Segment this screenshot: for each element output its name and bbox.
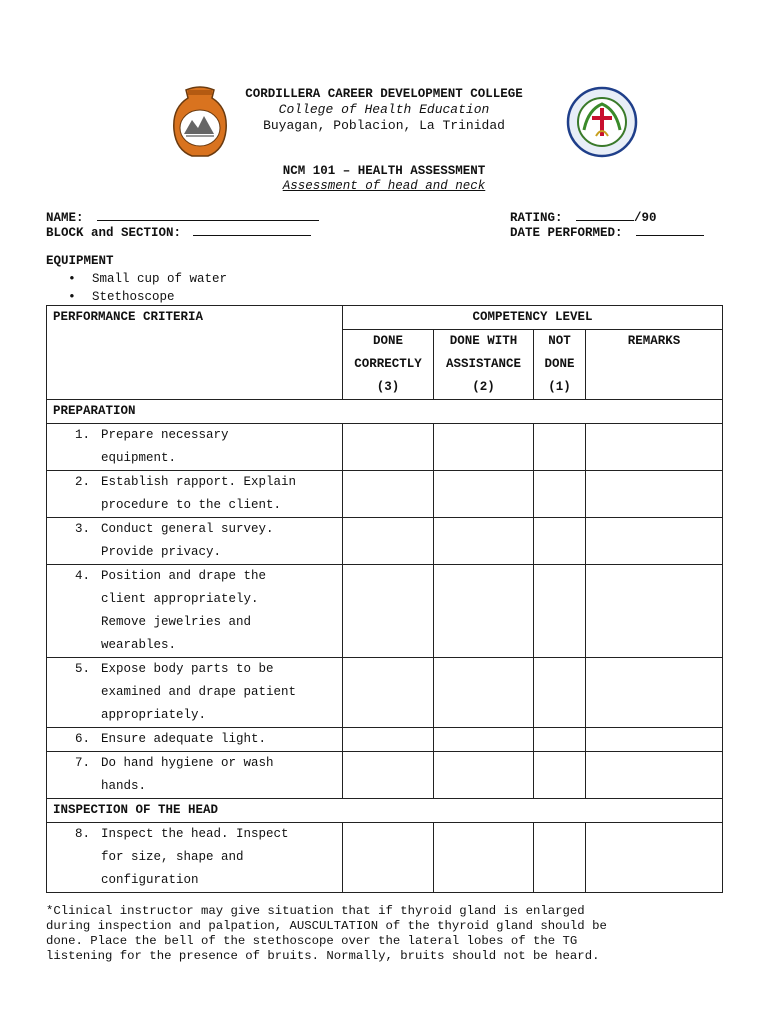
rating-total: /90 (634, 211, 657, 225)
assessment-subtitle: Assessment of head and neck (282, 179, 486, 193)
col-assist-line2: ASSISTANCE (445, 357, 521, 371)
section-preparation: PREPARATION (47, 400, 723, 424)
criteria-cell (47, 471, 343, 518)
col-remarks: REMARKS (586, 330, 723, 400)
score-cell[interactable] (534, 424, 586, 471)
item-text: appropriately. (101, 708, 207, 722)
date-blank[interactable] (636, 224, 704, 236)
item-number: 1. (75, 428, 91, 442)
block-blank[interactable] (193, 224, 311, 236)
item-text: hands. (101, 779, 147, 793)
equipment-item: • Stethoscope (68, 288, 227, 306)
item-text: configuration (101, 873, 199, 887)
score-cell[interactable] (534, 471, 586, 518)
equipment-item: • Small cup of water (68, 270, 227, 288)
score-cell[interactable] (434, 823, 534, 893)
remarks-cell[interactable] (586, 424, 723, 471)
table-row (47, 752, 723, 799)
score-cell[interactable] (534, 518, 586, 565)
remarks-cell[interactable] (586, 658, 723, 728)
item-text: procedure to the client. (101, 498, 282, 512)
name-blank[interactable] (97, 209, 319, 221)
name-field (46, 209, 319, 225)
table-row (47, 728, 723, 752)
score-cell[interactable] (343, 471, 434, 518)
criteria-header: PERFORMANCE CRITERIA (47, 306, 343, 400)
item-text: Prepare necessary (101, 428, 229, 442)
rating-label: RATING: (510, 211, 563, 225)
score-cell[interactable] (343, 518, 434, 565)
criteria-cell (47, 424, 343, 471)
item-number: 8. (75, 827, 91, 841)
note-line: during inspection and palpation, AUSCULTATION of the thyroid gland should be (46, 919, 607, 933)
item-text: client appropriately. (101, 592, 259, 606)
score-cell[interactable] (534, 565, 586, 658)
item-number: 6. (75, 732, 91, 746)
note-line: *Clinical instructor may give situation that if thyroid gland is enlarged (46, 904, 585, 918)
remarks-cell[interactable] (586, 752, 723, 799)
criteria-cell (47, 565, 343, 658)
col-done-correctly-line1: DONE (372, 334, 403, 348)
block-field (46, 224, 311, 240)
item-text: Establish rapport. Explain (101, 475, 297, 489)
equipment-list (68, 270, 227, 306)
score-cell[interactable] (434, 518, 534, 565)
score-cell[interactable] (434, 752, 534, 799)
item-text: Inspect the head. Inspect (101, 827, 289, 841)
block-label: BLOCK and SECTION: (46, 226, 182, 240)
equipment-heading: EQUIPMENT (46, 254, 114, 268)
score-cell[interactable] (343, 658, 434, 728)
col-not-done-line3: (1) (548, 380, 571, 394)
date-label: DATE PERFORMED: (510, 226, 623, 240)
score-cell[interactable] (434, 471, 534, 518)
item-number: 3. (75, 522, 91, 536)
score-cell[interactable] (434, 565, 534, 658)
score-cell[interactable] (343, 565, 434, 658)
note-line: listening for the presence of bruits. Normally, bruits should not be heard. (46, 949, 600, 963)
competency-header: COMPETENCY LEVEL (343, 306, 723, 330)
name-label: NAME: (46, 211, 84, 225)
remarks-cell[interactable] (586, 823, 723, 893)
col-done-correctly-line2: CORRECTLY (354, 357, 422, 371)
item-text: wearables. (101, 638, 177, 652)
col-assist-line1: DONE WITH (449, 334, 518, 348)
item-number: 4. (75, 569, 91, 583)
college-name: College of Health Education (278, 102, 490, 117)
address: Buyagan, Poblacion, La Trinidad (263, 118, 505, 133)
item-number: 5. (75, 662, 91, 676)
item-text: equipment. (101, 451, 177, 465)
score-cell[interactable] (343, 424, 434, 471)
col-assist-line3: (2) (472, 380, 495, 394)
score-cell[interactable] (534, 752, 586, 799)
section-inspection-head: INSPECTION OF THE HEAD (47, 799, 723, 823)
item-number: 2. (75, 475, 91, 489)
score-cell[interactable] (434, 424, 534, 471)
col-not-done (534, 330, 586, 400)
remarks-cell[interactable] (586, 728, 723, 752)
item-number: 7. (75, 756, 91, 770)
rating-field (510, 209, 657, 225)
score-cell[interactable] (534, 728, 586, 752)
criteria-cell (47, 518, 343, 565)
score-cell[interactable] (343, 728, 434, 752)
criteria-cell (47, 658, 343, 728)
table-row (47, 471, 723, 518)
remarks-cell[interactable] (586, 518, 723, 565)
col-not-done-line1: NOT (548, 334, 571, 348)
col-done-correctly-line3: (3) (376, 380, 400, 394)
item-text: for size, shape and (101, 850, 244, 864)
course-title: NCM 101 – HEALTH ASSESSMENT (282, 164, 486, 178)
institution-name: CORDILLERA CAREER DEVELOPMENT COLLEGE (245, 87, 523, 101)
criteria-cell (47, 752, 343, 799)
rating-blank[interactable] (576, 209, 634, 221)
performance-criteria-table (46, 305, 723, 893)
col-done-correctly (343, 330, 434, 400)
item-text: examined and drape patient (101, 685, 297, 699)
clinical-instructor-note (46, 904, 736, 964)
remarks-cell[interactable] (586, 565, 723, 658)
col-done-with-assistance (434, 330, 534, 400)
remarks-cell[interactable] (586, 471, 723, 518)
assessment-subtitle-wrap (0, 179, 768, 193)
date-field (510, 224, 704, 240)
score-cell[interactable] (534, 658, 586, 728)
item-text: Do hand hygiene or wash (101, 756, 274, 770)
item-text: Position and drape the (101, 569, 267, 583)
score-cell[interactable] (343, 823, 434, 893)
table-row (47, 658, 723, 728)
table-row (47, 518, 723, 565)
score-cell[interactable] (534, 823, 586, 893)
criteria-cell (47, 823, 343, 893)
item-text: Ensure adequate light. (101, 732, 267, 746)
criteria-cell (47, 728, 343, 752)
score-cell[interactable] (343, 752, 434, 799)
item-text: Provide privacy. (101, 545, 222, 559)
table-row (47, 424, 723, 471)
item-text: Conduct general survey. (101, 522, 274, 536)
score-cell[interactable] (434, 658, 534, 728)
table-row (47, 565, 723, 658)
col-not-done-line2: DONE (544, 357, 575, 371)
score-cell[interactable] (434, 728, 534, 752)
item-text: Remove jewelries and (101, 615, 252, 629)
item-text: Expose body parts to be (101, 662, 274, 676)
table-row (47, 823, 723, 893)
note-line: done. Place the bell of the stethoscope over the lateral lobes of the TG (46, 934, 578, 948)
